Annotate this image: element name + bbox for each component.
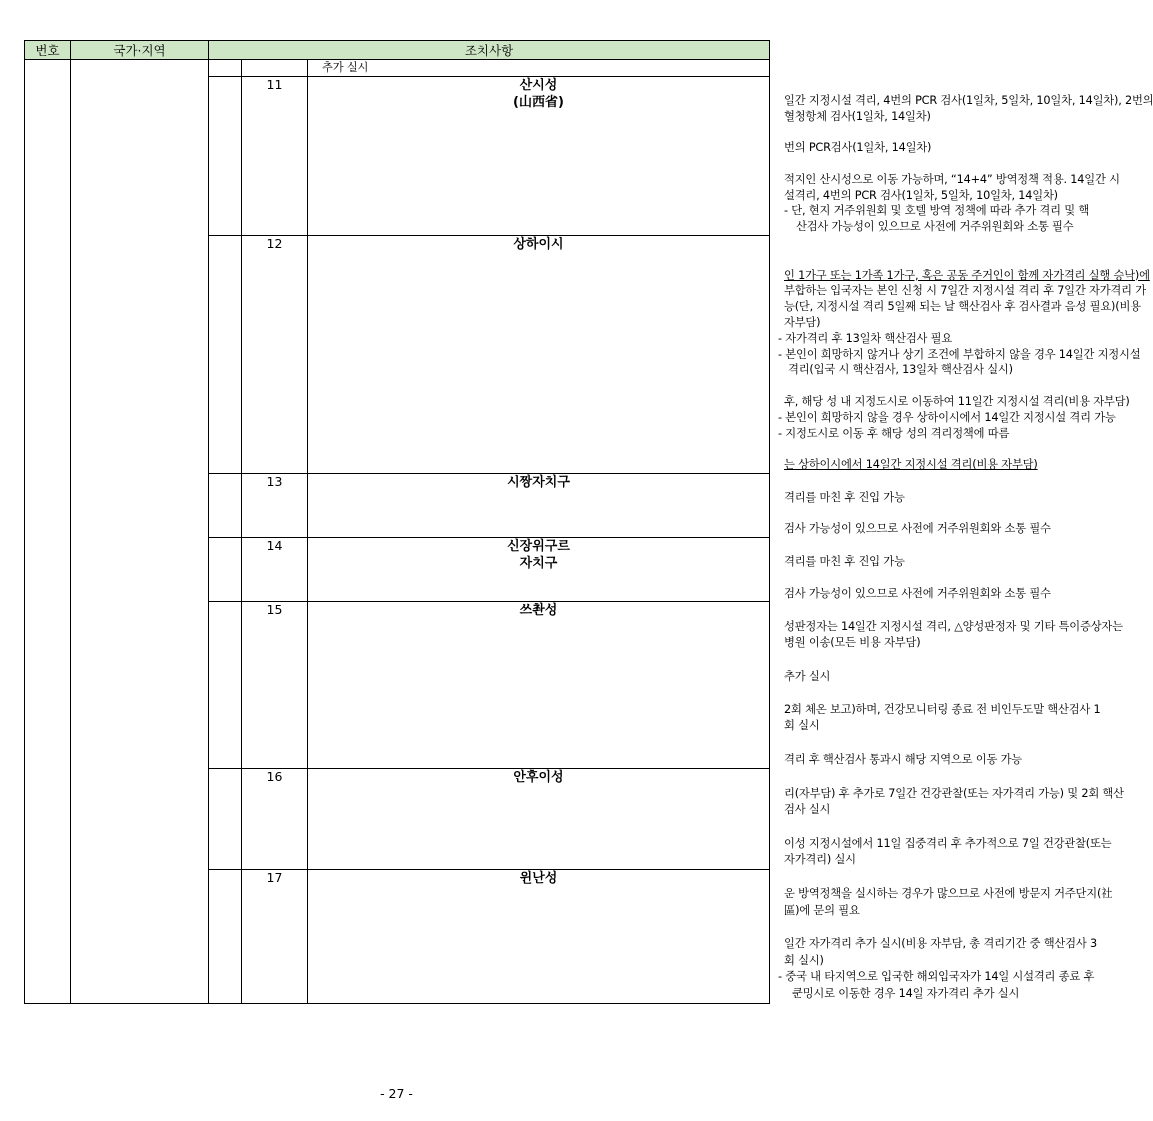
sub-no-cell [209,473,242,537]
region-line: 상하이시 [513,236,564,252]
region-name [308,77,770,236]
region-name [308,473,770,537]
continued-text-cell [308,60,770,77]
content-line: 설격리, 4번의 PCR 검사(1일차, 5일차, 10일차, 14일차) [784,188,1058,202]
content-line: 번의 PCR검사(1일차, 14일차) [784,141,932,155]
content-line: - 단, 현지 거주위원회 및 호텔 방역 정책에 따라 추가 격리 및 핵 [784,204,1090,218]
sub-no-cell [209,77,242,236]
sub-no-cell [209,235,242,473]
content-line: 리(자부담) 후 추가로 7일간 건강관찰(또는 자가격리 가능) 및 2회 핵산 [784,786,1124,800]
content-line: 추가 실시 [322,61,369,74]
content-line: 검사 실시 [784,803,831,817]
table-header-row [25,41,770,60]
content-line: 이성 지정시설에서 11일 집중격리 후 추가적으로 7일 건강관찰(또는 [784,836,1112,850]
content-line: 검사 가능성이 있으므로 사전에 거주위원회와 소통 필수 [784,522,1051,536]
content-line: - 본인이 희망하지 않거나 상기 조건에 부합하지 않을 경우 14일간 지정시설 [778,347,1141,361]
content-line: 병원 이송(모든 비용 자부담) [784,636,921,650]
region-name [308,769,770,870]
region-line: 자치구 [519,556,558,572]
content-line: - 중국 내 타지역으로 입국한 해외입국자가 14일 시설격리 종료 후 [778,970,1095,984]
outer-region-cell [71,60,209,1004]
sub-no-cell [209,538,242,602]
row-number: 14 [242,538,308,602]
content-line: 산검사 가능성이 있으므로 사전에 거주위원회와 소통 필수 [796,220,1074,234]
content-line: 쿤밍시로 이동한 경우 14일 자가격리 추가 실시 [792,986,1020,1000]
content-line: 격리 후 핵산검사 통과시 해당 지역으로 이동 가능 [784,752,1022,766]
content-line: 적지인 산시성으로 이동 가능하며, “14+4” 방역정책 적용. 14일간 시 [784,172,1120,186]
region-line: 윈난성 [519,870,558,886]
content-line: 자부담) [784,315,821,329]
header-region: 국가·지역 [71,41,209,60]
region-line: (山西省) [513,95,564,110]
content-line: 2회 체온 보고)하며, 건강모니터링 종료 전 비인두도말 핵산검사 1 [784,702,1101,716]
content-line: 혈청항체 검사(1일차, 14일차) [784,109,931,123]
sub-no-cell [209,769,242,870]
content-line: 인 1가구 또는 1가족 1가구, 혹은 공동 주거인이 함께 자가격리 실행 승낙)에 [784,268,1150,282]
content-line: 격리(입국 시 핵산검사, 13일차 핵산검사 실시) [788,363,1013,377]
sub-region-cell [242,60,308,77]
content-line: 회 실시) [784,953,824,967]
region-name [308,538,770,602]
content-line: 후, 해당 성 내 지정도시로 이동하여 11일간 지정시설 격리(비용 자부담) [784,394,1130,408]
sub-no-cell [209,60,242,77]
region-name [308,602,770,769]
header-no: 번호 [25,41,71,60]
content-line: 부합하는 입국자는 본인 신청 시 7일간 지정시설 격리 후 7일간 자가격리 가 [784,284,1146,298]
region-name [308,869,770,1003]
region-line: 신장위구르 [507,539,570,555]
content-line: 區)에 문의 필요 [784,903,860,917]
header-measures: 조치사항 [209,41,770,60]
content-line: 일간 자가격리 추가 실시(비용 자부담, 총 격리기간 중 핵산검사 3 [784,937,1097,951]
row-number: 16 [242,769,308,870]
content-line: 추가 실시 [784,669,831,683]
row-number: 15 [242,602,308,769]
content-line: 일간 지정시설 격리, 4번의 PCR 검사(1일차, 5일차, 10일차, 14일차), 2번의 [784,93,1153,107]
content-line: 능(단, 지정시설 격리 5일째 되는 날 핵산검사 후 검사결과 음성 필요)(비용 [784,300,1141,314]
outer-no-cell [25,60,71,1004]
region-line: 쓰촨성 [519,603,558,619]
region-line: 산시성 [519,78,558,93]
sub-no-cell [209,869,242,1003]
row-number: 13 [242,473,308,537]
measures-table [24,40,1153,1004]
content-line: - 지정도시로 이동 후 해당 성의 격리정책에 따름 [778,426,1010,440]
row-number: 17 [242,869,308,1003]
content-line: 운 방역정책을 실시하는 경우가 많으므로 사전에 방문지 거주단지(社 [784,887,1113,901]
content-line: - 자가격리 후 13일차 핵산검사 필요 [778,331,953,345]
content-line: 성판정자는 14일간 지정시설 격리, △양성판정자 및 기타 특이증상자는 [784,619,1123,633]
region-line: 시짱자치구 [507,474,570,490]
content-line: 회 실시 [784,719,820,733]
row-number: 11 [242,77,308,236]
table-row [25,60,770,77]
page-number: - 27 - [380,1086,413,1101]
content-line: - 본인이 희망하지 않을 경우 상하이시에서 14일간 지정시설 격리 가능 [778,410,1116,424]
region-name [308,235,770,473]
content-line: 자가격리) 실시 [784,853,856,867]
content-line: 격리를 마친 후 진입 가능 [784,490,905,504]
content-line: 격리를 마친 후 진입 가능 [784,554,905,568]
content-line: 검사 가능성이 있으므로 사전에 거주위원회와 소통 필수 [784,586,1051,600]
region-line: 안후이성 [513,770,564,786]
row-number: 12 [242,235,308,473]
content-line: 는 상하이시에서 14일간 지정시설 격리(비용 자부담) [784,458,1038,472]
sub-no-cell [209,602,242,769]
